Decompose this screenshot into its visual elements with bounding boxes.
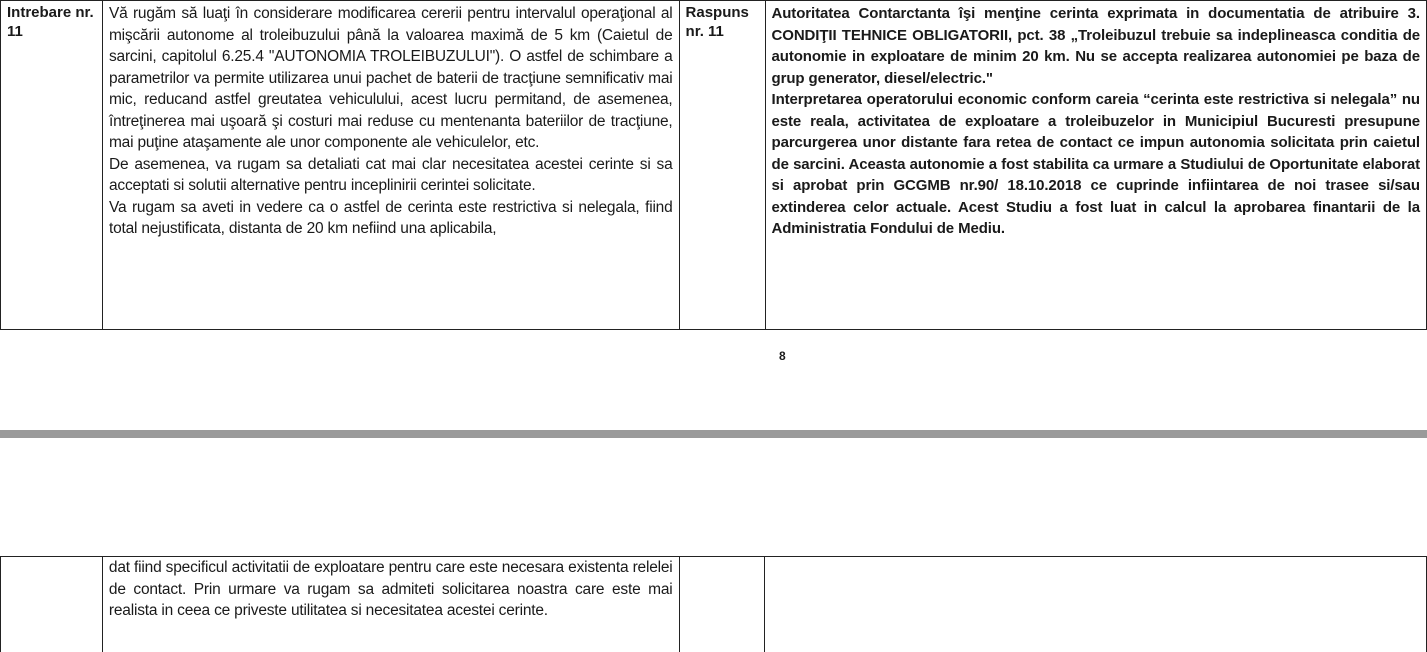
- question-label-cell: [1, 1, 103, 330]
- answer-text: [772, 3, 1420, 240]
- answer-paragraph-2: Interpretarea operatorului economic conform careia “cerinta este restrictiva si nelegala” nu este reala, activitatea de exploatare a troleibuzelor in Municipiul Bucuresti presupune parcurgerea unor distante fara retea de contact ce impun autonomia solicitata prin caietul de sarcini. Aceasta autonomie a fost stabilita ca urmare a Studiului de Oportunitate elaborat si aprobat prin GCGMB nr.90/ 18.10.2018 ce cuprinde infiintarea de noi trasee si/sau extinderea celor actuale. Acest Studiu a fost luat in calcul la aprobarea finantarii de la Administratia Fondului de Mediu.: [772, 89, 1420, 240]
- question-paragraph-3: Va rugam sa aveti in vedere ca o astfel de cerinta este restrictiva si nelegala, fiind total nejustificata, distanta de 20 km nefiind una aplicabila,: [109, 197, 673, 240]
- question-label: Intrebare nr. 11: [7, 3, 96, 41]
- question-label-cell-empty: [1, 557, 103, 652]
- answer-cell: [765, 1, 1426, 330]
- answer-paragraph-1: Autoritatea Contarctanta îşi menţine cerinta exprimata in documentatia de atribuire 3. CONDIŢII TEHNICE OBLIGATORII, pct. 38 „Troleibuzul trebuie sa indeplineasca conditia de autonomie in exploatare de minim 20 km. Nu se accepta realizarea autonomiei pe baza de grup generator, diesel/electric.": [772, 3, 1420, 89]
- answer-label-cell: [679, 1, 765, 330]
- question-continuation-cell: [102, 557, 679, 652]
- qa-table-continued: [0, 556, 1427, 652]
- question-cell: [102, 1, 679, 330]
- answer-label-cell-empty: [679, 557, 765, 652]
- page-number: 8: [779, 349, 786, 363]
- answer-label: Raspuns nr. 11: [686, 3, 759, 41]
- answer-cell-empty: [765, 557, 1427, 652]
- question-paragraph-2: De asemenea, va rugam sa detaliati cat mai clar necesitatea acestei cerinte si sa acceptati si solutii alternative pentru inceplinirii cerintei solicitate.: [109, 154, 673, 197]
- page-separator: [0, 430, 1427, 438]
- page-9: [0, 440, 1427, 644]
- question-text: [109, 3, 673, 240]
- question-continuation: dat fiind specificul activitatii de exploatare pentru care este necesara existenta relelei de contact. Prin urmare va rugam sa admiteti solicitarea noastra care este mai realista in ceea ce priveste utilitatea si necesitatea acestei cerinte.: [109, 557, 673, 622]
- question-paragraph-1: Vă rugăm să luaţi în considerare modificarea cererii pentru intervalul operaţional al mişcării autonome al troleibuzului până la valoarea maximă de 5 km (Caietul de sarcini, capitolul 6.25.4 "AUTONOMIA TROLEIBUZULUI"). O astfel de schimbare a parametrilor va permite utilizarea unui pachet de baterii de tracţiune semnificativ mai mic, reducand astfel greutatea vehiculului, acest lucru permitand, de asemenea, întreţinerea mai uşoară şi costuri mai reduse cu mentenanta bateriilor de tracţiune, mai puţine ataşamente ale unor componente ale vehiculelor, etc.: [109, 3, 673, 154]
